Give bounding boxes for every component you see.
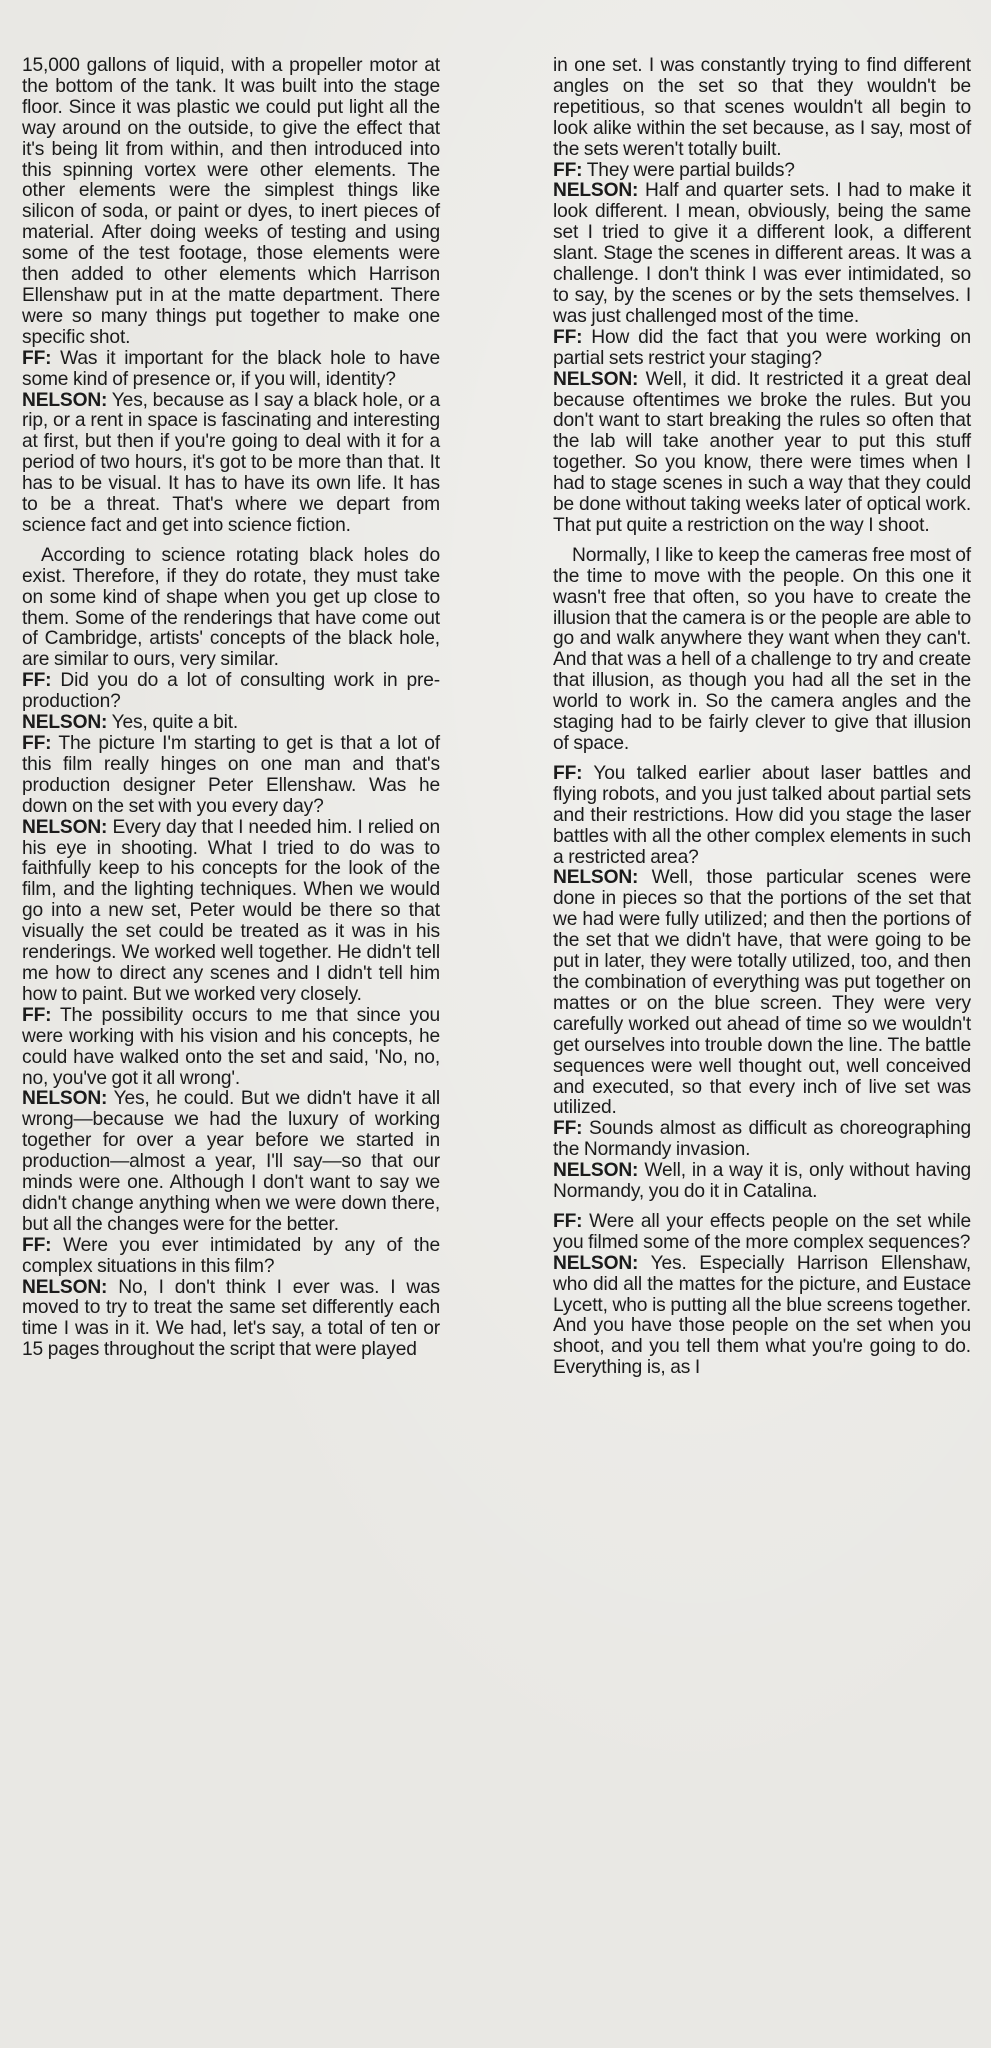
speaker-label: FF: [22,1234,52,1256]
text-columns [22,56,971,1379]
speaker-label: NELSON: [553,368,639,390]
speaker-label: FF: [22,670,52,692]
speaker-label: FF: [553,762,583,784]
speaker-label: NELSON: [553,180,639,202]
paragraph: 15,000 gallons of liquid, with a propeller motor at the bottom of the tank. It was built into the stage floor. Since it was plastic we could put light all the way around on the outside, to give the effect that it's being lit from within, and then introduced into this spinning vortex were other elements. The other elements were the simplest things like silicon of soda, or paint or dyes, to inert pieces of material. After doing weeks of testing and using some of the test footage, those elements were then added to other elements which Harrison Ellenshaw put in at the matte department. There were so many things put together to make one specific shot. [22,55,440,348]
paragraph: NELSON: No, I don't think I ever was. I was moved to try to treat the same set differently each time I was in it. We had, let's say, a total of ten or 15 pages throughout the script that were played [22,1276,441,1361]
speaker-label: NELSON: [553,1160,639,1182]
speaker-label: NELSON: [22,1276,108,1298]
speaker-label: FF: [22,733,52,754]
speaker-label: FF: [553,1118,583,1140]
speaker-label: NELSON: [553,867,639,889]
paragraph: FF: Was it important for the black hole to have some kind of presence or, if you will, identity? [22,347,440,390]
paragraph: FF: They were partial builds? [553,159,795,181]
paragraph: Normally, I like to keep the cameras free most of the time to move with the people. On this one it wasn't free that often, so you have to create the illusion that the camera is or the people are able to go and walk anywhere they want when they can't. And that was a hell of a challenge to try and create that illusion, as though you had all the set in the world to work in. So the camera angles and the staging had to be fairly clever to give that illusion of space. [553,544,971,754]
right-column [553,56,971,1379]
paragraph: FF: You talked earlier about laser battles and flying robots, and you just talked about partial sets and their restrictions. How did you stage the laser battles with all the other complex elements in such a restricted area? [553,762,971,868]
speaker-label: FF: [553,326,583,348]
paragraph: FF: The picture I'm starting to get is that a lot of this film really hinges on one man and that's production designer Peter Ellenshaw. Was he down on the set with you every day? [22,733,440,817]
paragraph: NELSON: Half and quarter sets. I had to make it look different. I mean, obviously, being the same set I tried to give it a different look, a different slant. Stage the scenes in different areas. It was a challenge. I don't think I was ever intimidated, so to say, by the scenes or by the sets themselves. I was just challenged most of the time. [553,180,971,327]
speaker-label: FF: [22,1004,52,1026]
speaker-label: FF: [553,159,583,181]
left-column [22,56,440,1379]
paragraph: NELSON: Yes, he could. But we didn't have it all wrong—because we had the luxury of working together for over a year before we started in production—almost a year, I'll say—so that our minds were one. Although I don't want to say we didn't change anything when we were down there, but all the changes were for the better. [22,1088,440,1235]
paragraph: NELSON: Yes, quite a bit. [22,712,239,734]
speaker-label: NELSON: [22,712,108,734]
speaker-label: NELSON: [22,1088,108,1110]
paragraph: NELSON: Well, those particular scenes were done in pieces so that the portions of the set that we had were fully utilized; and then the portions of the set that we didn't have, that were going to be put in later, they were totally utilized, too, and then the combination of everything was put together on mattes or on the blue screen. They were very carefully worked out ahead of time so we wouldn't get ourselves into trouble down the line. The battle sequences were well thought out, well conceived and executed, so that every inch of live set was utilized. [553,867,971,1119]
paragraph: FF: Sounds almost as difficult as choreographing the Normandy invasion. [553,1118,971,1161]
paragraph: FF: Were you ever intimidated by any of the complex situations in this film? [22,1234,440,1277]
paragraph: NELSON: Well, in a way it is, only without having Normandy, you do it in Catalina. [553,1160,971,1203]
speaker-label: FF: [22,347,52,369]
speaker-label: NELSON: [22,816,108,838]
speaker-label: FF: [553,1210,583,1232]
paragraph: According to science rotating black holes do exist. Therefore, if they do rotate, they must take on some kind of shape when you get up close to them. Some of the renderings that have come out of Cambridge, artists' concepts of the black hole, are similar to ours, very similar. [22,544,440,671]
paragraph: NELSON: Every day that I needed him. I relied on his eye in shooting. What I tried to do was to faithfully keep to his concepts for the look of the film, and the lighting techniques. When we would go into a new set, Peter would be there so that visually the set could be treated as it was in his renderings. We worked well together. He didn't tell me how to direct any scenes and I didn't tell him how to paint. But we worked very closely. [22,816,441,1005]
speaker-label: NELSON: [22,389,108,411]
paragraph: FF: Did you do a lot of consulting work in pre-production? [22,670,440,713]
paragraph: FF: How did the fact that you were working on partial sets restrict your staging? [553,326,971,369]
paragraph: FF: The possibility occurs to me that since you were working with his vision and his concepts, he could have walked onto the set and said, 'No, no, no, you've got it all wrong'. [22,1004,440,1089]
paragraph: NELSON: Yes, because as I say a black hole, or a rip, or a rent in space is fascinating and interesting at first, but then if you're going to deal with it for a period of two hours, it's got to be more than that. It has to be visual. It has to have its own life. It has to be a threat. That's where we depart from science fact and get into science fiction. [22,389,440,536]
speaker-label: NELSON: [553,1252,639,1274]
paragraph: in one set. I was constantly trying to find different angles on the set so that they wouldn't be repetitious, so that scenes wouldn't all begin to look alike within the set because, as I say, most of the sets weren't totally built. [553,55,971,160]
paragraph: NELSON: Well, it did. It restricted it a great deal because oftentimes we broke the rules. But you don't want to start breaking the rules so often that the lab will take another year to put this stuff together. So you know, there were times when I had to stage scenes in such a way that they could be done without taking weeks later of optical work. That put quite a restriction on the way I shoot. [553,368,971,536]
paragraph: NELSON: Yes. Especially Harrison Ellenshaw, who did all the mattes for the picture, and Eustace Lycett, who is putting all the blue screens together. And you have those people on the set when you shoot, and you tell them what you're going to do. Everything is, as I [553,1252,971,1379]
paragraph: FF: Were all your effects people on the set while you filmed some of the more complex sequences? [553,1210,971,1253]
